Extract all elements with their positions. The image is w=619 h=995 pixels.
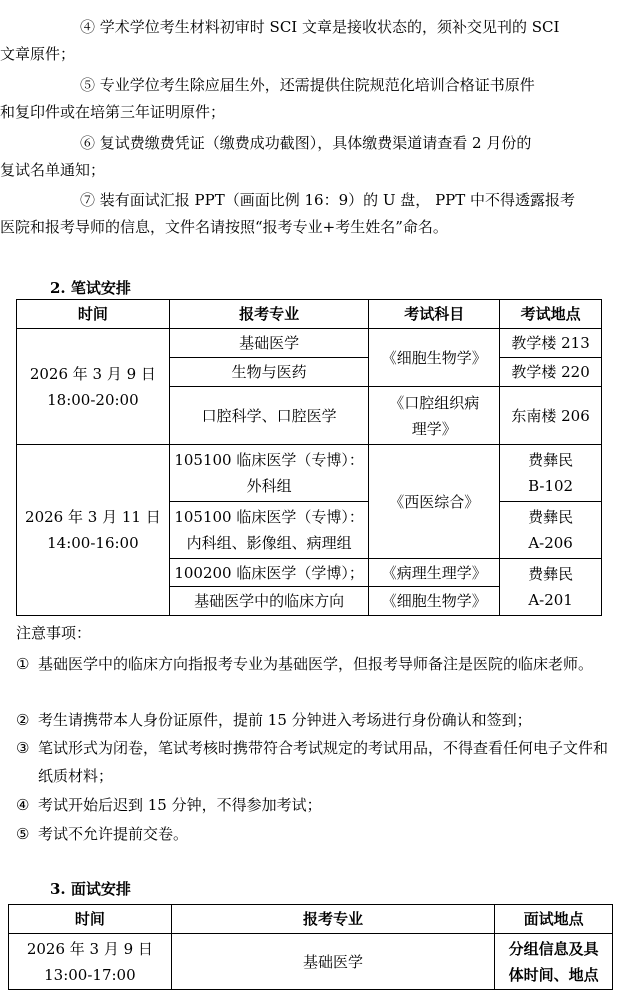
major-cell: 基础医学中的临床方向 (169, 587, 369, 616)
table-row (17, 445, 602, 502)
subject-cell: 《病理生理学》 (369, 559, 500, 587)
table-row (9, 934, 613, 990)
header-time: 时间 (17, 300, 170, 329)
header-subject: 考试科目 (369, 300, 500, 329)
header-major: 报考专业 (169, 300, 369, 329)
location-cell: 分组信息及具 体时间、地点 (495, 934, 613, 990)
location-cell: 教学楼 220 (500, 358, 602, 387)
time-cell: 2026 年 3 月 11 日 14:00-16:00 (17, 445, 170, 616)
major-cell: 基础医学 (171, 934, 494, 990)
note-item: ① 基础医学中的临床方向指报考专业为基础医学，但报考导师备注是医院的临床老师。 (16, 655, 594, 673)
location-cell: 教学楼 213 (500, 329, 602, 358)
major-cell: 100200 临床医学（学博）； (169, 559, 369, 587)
note-item: ③ 笔试形式为闭卷，笔试考核时携带符合考试规定的考试用品，不得查看任何电子文件和纸质材料； (16, 739, 609, 785)
note-item: ② 考生请携带本人身份证原件，提前 15 分钟进入考场进行身份确认和签到； (16, 711, 532, 729)
time-cell: 2026 年 3 月 9 日 13:00-17:00 (9, 934, 172, 990)
location-cell: 费彝民 A-201 (500, 559, 602, 616)
table-header-row (17, 300, 602, 329)
header-time: 时间 (9, 905, 172, 934)
written-exam-heading: 2. 笔试安排 (50, 279, 131, 297)
notes-title: 注意事项： (16, 624, 92, 642)
location-cell: 东南楼 206 (500, 387, 602, 445)
table-header-row (9, 905, 613, 934)
material-item-4: ④ 学术学位考生材料初审时 SCI 文章是接收状态的，须补交见刊的 SCI 文章原件； (0, 18, 560, 63)
major-cell: 105100 临床医学（专博）： 外科组 (169, 445, 369, 502)
interview-table (8, 904, 613, 990)
material-item-6: ⑥ 复试费缴费凭证（缴费成功截图），具体缴费渠道请查看 2 月份的 复试名单通知； (0, 134, 532, 179)
header-location: 面试地点 (495, 905, 613, 934)
major-cell: 基础医学 (169, 329, 369, 358)
interview-heading: 3. 面试安排 (50, 880, 131, 898)
major-cell: 生物与医药 (169, 358, 369, 387)
subject-cell: 《口腔组织病 理学》 (369, 387, 500, 445)
subject-cell: 《西医综合》 (369, 445, 500, 559)
written-exam-table (16, 299, 602, 616)
subject-cell: 《细胞生物学》 (369, 329, 500, 387)
subject-cell: 《细胞生物学》 (369, 587, 500, 616)
material-item-5: ⑤ 专业学位考生除应届生外，还需提供住院规范化培训合格证书原件 和复印件或在培第三年证明原件； (0, 76, 535, 121)
header-major: 报考专业 (171, 905, 494, 934)
location-cell: 费彝民 B-102 (500, 445, 602, 502)
note-item: ⑤ 考试不允许提前交卷。 (16, 825, 189, 843)
time-cell: 2026 年 3 月 9 日 18:00-20:00 (17, 329, 170, 445)
major-cell: 105100 临床医学（专博）： 内科组、影像组、病理组 (169, 502, 369, 559)
material-item-7: ⑦ 装有面试汇报 PPT（画面比例 16：9）的 U 盘， PPT 中不得透露报考 医院和报考导师的信息，文件名请按照“报考专业+考生姓名”命名。 (0, 191, 576, 236)
major-cell: 口腔科学、口腔医学 (169, 387, 369, 445)
note-item: ④ 考试开始后迟到 15 分钟，不得参加考试； (16, 796, 322, 814)
header-location: 考试地点 (500, 300, 602, 329)
location-cell: 费彝民 A-206 (500, 502, 602, 559)
table-row (17, 329, 602, 358)
